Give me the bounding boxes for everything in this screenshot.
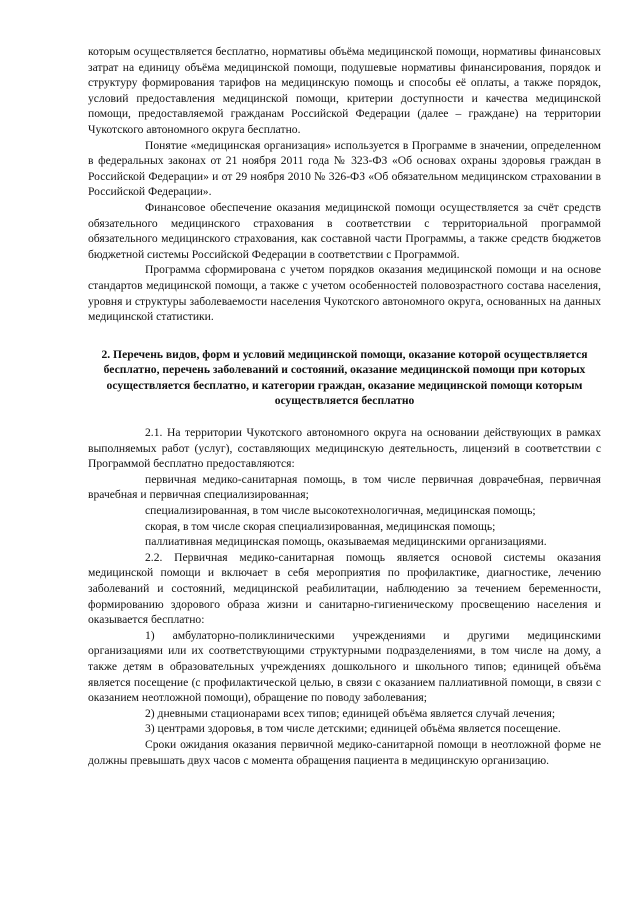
paragraph: которым осуществляется бесплатно, нормативы объёма медицинской помощи, нормативы финансовых затрат на единицу объёма медицинской помощи, подушевые нормативы финансирования, порядок и структуру формирования тарифов на медицинскую помощь и способы её оплаты, а также порядок, условий предоставления медицинской помощи, критерии доступности и качества медицинской помощи, предоставляемой гражданам Российской Федерации (далее – граждане) на территории Чукотского автономного округа бесплатно. bbox=[88, 45, 601, 136]
section-heading: 2. Перечень видов, форм и условий медицинской помощи, оказание которой осуществляется бесплатно, перечень заболеваний и состояний, оказание медицинской помощи при которых осуществляется бесплатно, и категории граждан, оказание медицинской помощи которым осуществляется бесплатно bbox=[101, 347, 588, 408]
paragraph: Сроки ожидания оказания первичной медико-санитарной помощи в неотложной форме не должны превышать двух часов с момента обращения пациента в медицинскую организацию. bbox=[88, 737, 601, 767]
paragraph: 2.1. На территории Чукотского автономного округа на основании действующих в рамках выполняемых работ (услуг), составляющих медицинскую деятельность, лицензий в соответствии с Программой бесплатно предоставляются: bbox=[88, 426, 601, 471]
list-item: специализированная, в том числе высокотехнологичная, медицинская помощь; bbox=[145, 504, 536, 518]
list-item: 3) центрами здоровья, в том числе детскими; единицей объёма является посещение. bbox=[145, 722, 561, 736]
paragraph: Финансовое обеспечение оказания медицинской помощи осуществляется за счёт средств обязательного медицинского страхования в соответствии с территориальной программой обязательного медицинского страхования, как составной части Программы, а также средств бюджетов бюджетной системы Российской Федерации в соответствии с Программой. bbox=[88, 200, 601, 261]
list-item: паллиативная медицинская помощь, оказываемая медицинскими организациями. bbox=[145, 535, 547, 549]
list-item: 1) амбулаторно-поликлиническими учреждениями и другими медицинскими организациями или их соответствующими структурными подразделениями, в том числе на дому, а также детям в образовательных учреждениях дошкольного и школьного типов; единицей объёма является посещение (с профилактической целью, в связи с оказанием паллиативной помощи, в связи с оказанием неотложной помощи), обращение по поводу заболевания; bbox=[88, 628, 601, 705]
paragraph: Программа сформирована с учетом порядков оказания медицинской помощи и на основе стандартов медицинской помощи, а также с учетом особенностей половозрастного состава населения, уровня и структуры заболеваемости населения Чукотского автономного округа, основанных на данных медицинской статистики. bbox=[88, 263, 601, 324]
paragraph: Понятие «медицинская организация» используется в Программе в значении, определенном в федеральных законах от 21 ноября 2011 года № 323-ФЗ «Об основах охраны здоровья граждан в Российской Федерации» и от 29 ноября 2010 № 326-ФЗ «Об обязательном медицинском страховании в Российской Федерации». bbox=[88, 138, 601, 199]
list-item: 2) дневными стационарами всех типов; единицей объёма является случай лечения; bbox=[145, 706, 556, 720]
document-body bbox=[88, 44, 601, 768]
list-item: первичная медико-санитарная помощь, в том числе первичная доврачебная, первичная врачебная и первичная специализированная; bbox=[88, 472, 601, 502]
list-item: скорая, в том числе скорая специализированная, медицинская помощь; bbox=[145, 519, 496, 533]
paragraph: 2.2. Первичная медико-санитарная помощь является основой системы оказания медицинской помощи и включает в себя мероприятия по профилактике, диагностике, лечению заболеваний и состояний, медицинской реабилитации, наблюдению за течением беременности, формированию здорового образа жизни и санитарно-гигиеническому просвещению населения и оказывается бесплатно: bbox=[88, 550, 601, 627]
